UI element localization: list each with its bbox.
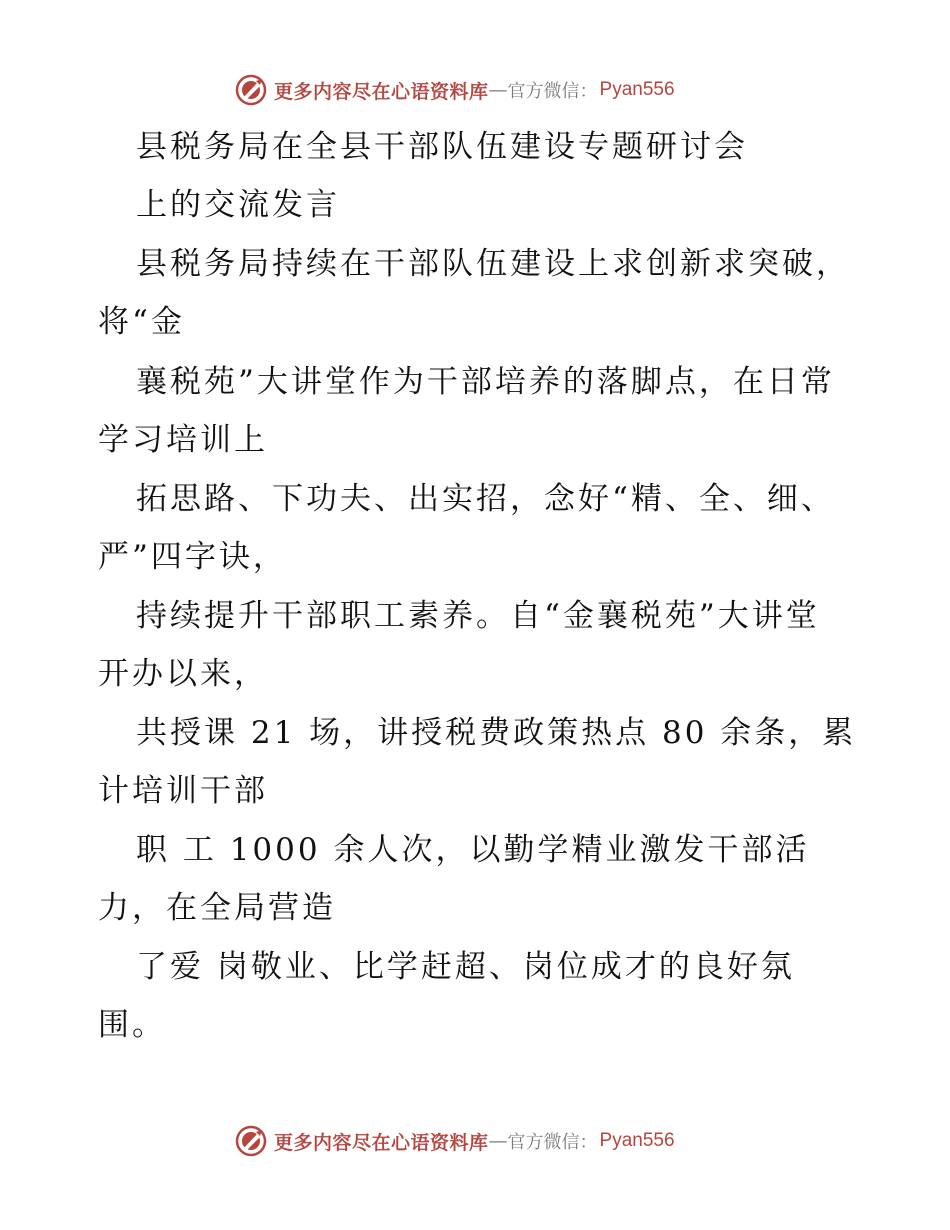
body-line: 持续提升干部职工素养。自“金襄税苑”大讲堂 [136, 598, 820, 634]
body-line: 力，在全局营造 [98, 890, 336, 926]
body-line: 职 工 1000 余人次，以勤学精业激发干部活 [136, 832, 810, 868]
banner-wechat-label: 官方微信： [507, 1132, 598, 1153]
banner-slogan: 更多内容尽在心语资料库 [274, 1131, 489, 1154]
document-title-line-1: 县税务局在全县干部队伍建设专题研讨会 [136, 129, 748, 165]
body-line: 共授课 21 场，讲授税费政策热点 80 余条，累 [136, 715, 857, 751]
body-line: 围。 [98, 1007, 166, 1043]
banner-wechat-label: 官方微信： [507, 81, 598, 102]
pen-nib-logo-icon [234, 1124, 268, 1158]
banner-slogan: 更多内容尽在心语资料库 [274, 80, 489, 103]
body-line: 襄税苑”大讲堂作为干部培养的落脚点，在日常 [136, 364, 835, 400]
banner-wechat-id: Pyan556 [599, 79, 675, 100]
body-line: 计培训干部 [98, 773, 268, 809]
body-line: 开办以来， [98, 656, 268, 692]
document-title-line-2: 上的交流发言 [136, 187, 340, 223]
body-line: 县税务局持续在干部队伍建设上求创新求突破， [136, 246, 850, 282]
body-line: 将“金 [98, 304, 185, 340]
pen-nib-logo-icon [234, 73, 268, 107]
footer-watermark-banner [234, 1124, 675, 1158]
body-line: 学习培训上 [98, 422, 268, 458]
banner-wechat-id: Pyan556 [599, 1130, 675, 1151]
header-watermark-banner [234, 73, 675, 107]
body-line: 了爱 岗敬业、比学赶超、岗位成才的良好氛 [136, 949, 795, 985]
banner-dash: — [488, 1130, 508, 1152]
body-line: 拓思路、下功夫、出实招，念好“精、全、细、 [136, 481, 835, 517]
banner-dash: — [488, 79, 508, 101]
body-line: 严”四字诀， [98, 539, 287, 575]
